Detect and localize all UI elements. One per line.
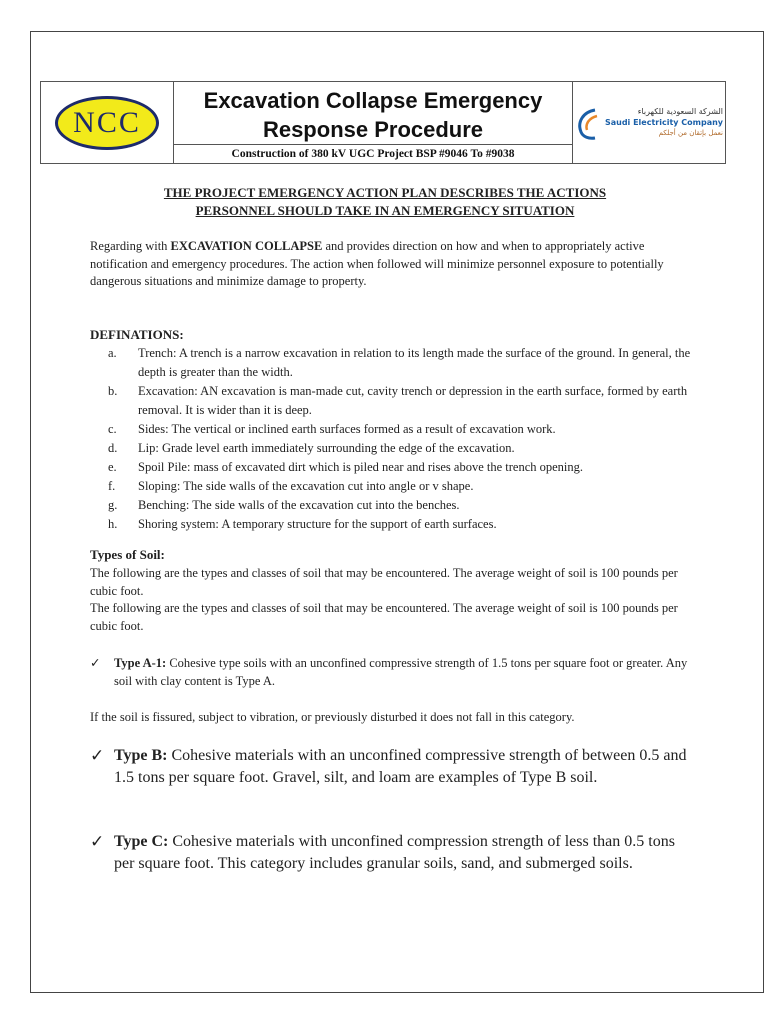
intro-paragraph [90, 238, 680, 291]
intro-prefix: Regarding with [90, 239, 171, 253]
document-header [40, 81, 726, 164]
sec-swoosh-icon [575, 106, 601, 140]
sec-logo [575, 106, 723, 140]
definitions-title: DEFINATIONS: [90, 327, 184, 342]
type-b-label: Type B: [114, 747, 168, 764]
type-c-label: Type C: [114, 833, 169, 850]
project-subtitle: Construction of 380 kV UGC Project BSP #9046 To #9038 [174, 144, 572, 163]
plan-heading-line-1: THE PROJECT EMERGENCY ACTION PLAN DESCRIBES THE ACTIONS [163, 185, 607, 200]
list-item: b. Excavation: AN excavation is man-made cut, cavity trench or depression in the earth surface, formed by earth removal. It is wider than it is deep. [108, 384, 688, 417]
list-item: h. Shoring system: A temporary structure for the support of earth surfaces. [108, 517, 497, 531]
check-icon: ✓ [90, 656, 101, 670]
soil-paragraph-1: The following are the types and classes of soil that may be encountered. The average weight of soil is 100 pounds per cubic foot. [90, 566, 678, 598]
list-item: c. Sides: The vertical or inclined earth surfaces formed as a result of excavation work. [108, 422, 556, 436]
soil-types-title: Types of Soil: [90, 547, 165, 562]
list-item: g. Benching: The side walls of the excavation cut into the benches. [108, 498, 460, 512]
title-line-2: Response Procedure [262, 117, 484, 142]
plan-heading-line-2: PERSONNEL SHOULD TAKE IN AN EMERGENCY SITUATION [195, 203, 575, 218]
intro-bold: EXCAVATION COLLAPSE [170, 239, 323, 253]
title-cell [174, 82, 573, 163]
plan-heading [90, 184, 680, 220]
ncc-logo-cell [41, 82, 174, 163]
sec-arabic-name: الشركة السعودية للكهرباء [637, 107, 724, 116]
check-icon: ✓ [90, 832, 105, 851]
list-item: a. Trench: A trench is a narrow excavation in relation to its length made the surface of the ground. In general, the depth is greater than the width. [108, 346, 691, 379]
type-b-item [90, 745, 690, 789]
list-item: f. Sloping: The side walls of the excavation cut into angle or v shape. [108, 479, 474, 493]
sec-tagline: نعمل بإتقان من أجلكم [658, 129, 724, 137]
list-item: e. Spoil Pile: mass of excavated dirt which is piled near and rises above the trench opening. [108, 460, 584, 474]
list-item: d. Lip: Grade level earth immediately surrounding the edge of the excavation. [108, 441, 515, 455]
type-b-text: Cohesive materials with an unconfined compressive strength of between 0.5 and 1.5 tons per square foot. Gravel, silt, and loam are examples of Type B soil. [114, 747, 687, 786]
type-c-item [90, 831, 690, 875]
fissured-note: If the soil is fissured, subject to vibration, or previously disturbed it does not fall in this category. [90, 710, 575, 724]
ncc-logo: NCC [55, 96, 159, 150]
document-title [174, 82, 572, 144]
type-c-text: Cohesive materials with unconfined compression strength of less than 0.5 tons per square foot. This category includes granular soils, sand, and submerged soils. [114, 833, 675, 872]
definitions-list [108, 344, 698, 534]
type-a1-label: Type A-1: [114, 656, 167, 670]
intro-rest: and provides direction on how and when to appropriately active notification and emergency procedures. The action when followed will minimize personnel exposure to potentially dangerous situations and minimize damage to property. [90, 239, 664, 288]
type-a1-item [90, 654, 690, 690]
title-line-1: Excavation Collapse Emergency [203, 88, 543, 113]
sec-english-name: Saudi Electricity Company [604, 118, 724, 127]
soil-paragraph-2: The following are the types and classes of soil that may be encountered. The average weight of soil is 100 pounds per cubic foot. [90, 601, 678, 633]
check-icon: ✓ [90, 746, 105, 765]
type-a1-text: Cohesive type soils with an unconfined compressive strength of 1.5 tons per square foot or greater. Any soil with clay content is Type A. [114, 656, 688, 688]
sec-logo-cell [573, 82, 725, 163]
